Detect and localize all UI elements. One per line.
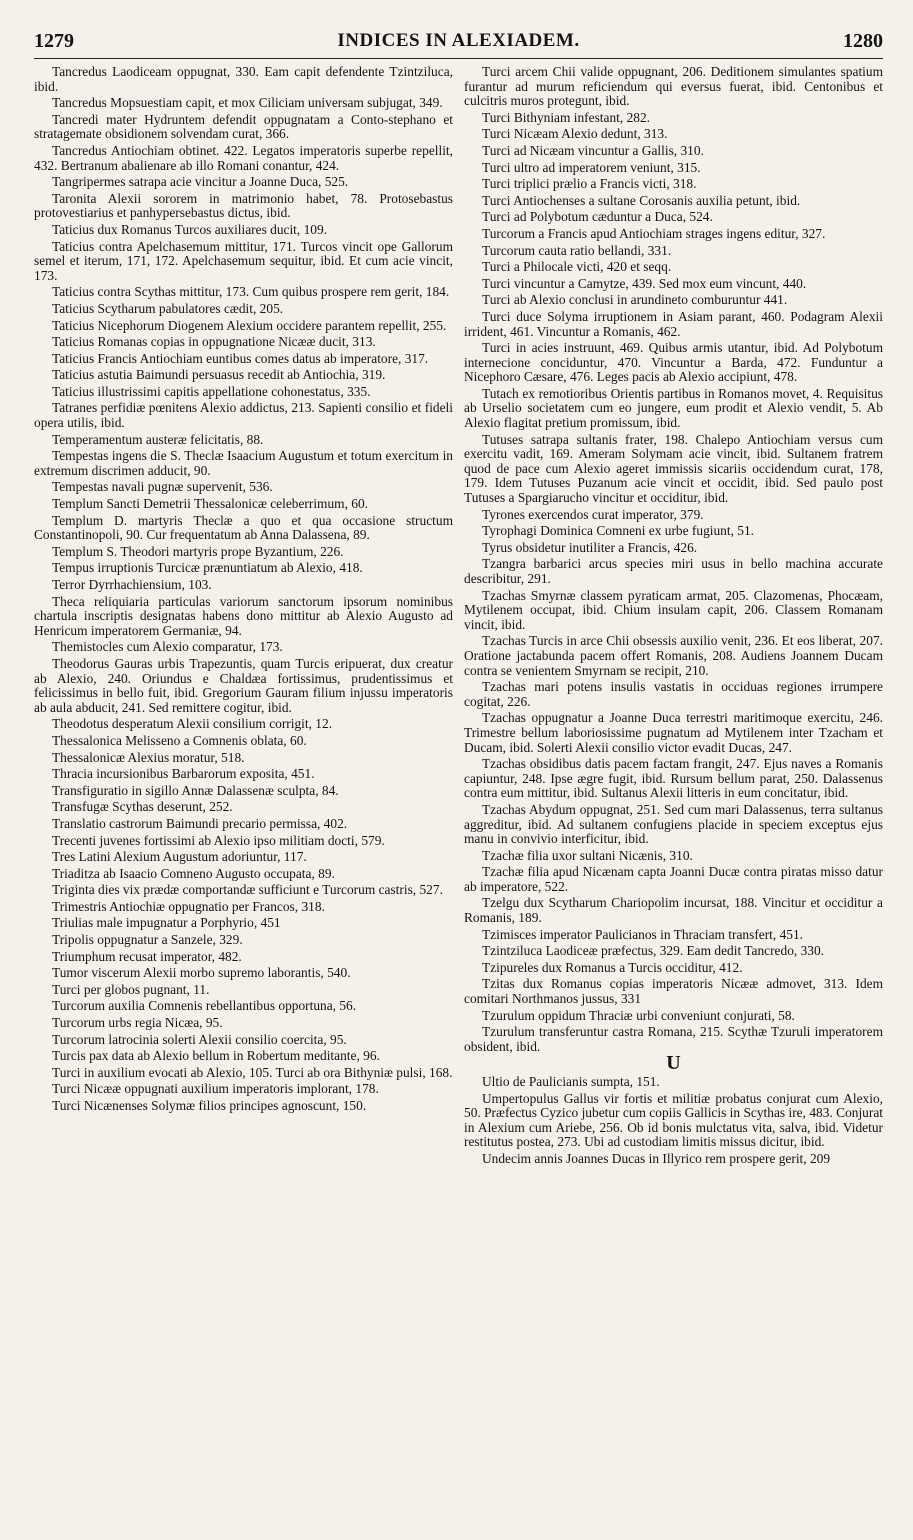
- index-entry: Turci duce Solyma irruptionem in Asiam parant, 460. Podagram Alexii irrident, 461. Vincuntur a Romanis, 462.: [464, 308, 883, 339]
- index-entry: Theodorus Gauras urbis Trapezuntis, quam Turcis eripuerat, dux creatur ab Alexio, 240. Oriundus e Chaldæa fortissimus, prudentissimus et felicissimus in bello fuit, ibid. Gregorium Gauram filium injussu imperatoris ab aula abducit, 241. Sed remittere cogitur, ibid.: [34, 655, 453, 715]
- index-entry: Turci in auxilium evocati ab Alexio, 105. Turci ab ora Bithyniæ pulsi, 168.: [52, 1064, 453, 1080]
- index-columns: [34, 65, 883, 1169]
- index-entry: Turcorum latrocinia solerti Alexii consilio coercita, 95.: [52, 1031, 347, 1047]
- index-entry: Themistocles cum Alexio comparatur, 173.: [52, 639, 283, 655]
- running-title: INDICES IN ALEXIADEM.: [337, 30, 580, 51]
- index-entry: Theca reliquiaria particulas variorum sanctorum ipsorum nominibus chartula inscriptis designatas habens dono mittitur ab Alexio Augusto ad Henricum imperatorem Germaniæ, 94.: [34, 593, 453, 638]
- index-entry: Turci a Philocale victi, 420 et seqq.: [482, 259, 672, 275]
- index-entry: Tzitas dux Romanus copias imperatoris Nicææ admovet, 313. Idem comitari Northmanos jussus, 331: [464, 976, 883, 1007]
- index-entry: Tzurulum transferuntur castra Romana, 215. Scythæ Tzuruli imperatorem obsident, ibid.: [464, 1024, 883, 1054]
- left-column: [34, 65, 453, 1169]
- index-entry: Tangripermes satrapa acie vincitur a Joanne Duca, 525.: [52, 174, 349, 190]
- index-entry: Tumor viscerum Alexii morbo supremo laborantis, 540.: [52, 965, 351, 981]
- index-entry: Transfiguratio in sigillo Annæ Dalassenæ sculpta, 84.: [52, 782, 339, 798]
- index-entry: Templum Sancti Demetrii Thessalonicæ celeberrimum, 60.: [52, 496, 369, 512]
- index-entry: Turci Antiochenses a sultane Corosanis auxilia petunt, ibid.: [482, 192, 801, 208]
- index-entry: Tzachæ filia uxor sultani Nicænis, 310.: [482, 847, 693, 863]
- index-entry: Tzachas obsidibus datis pacem factam frangit, 247. Ejus naves a Romanis capiuntur, 248. Ipse ægre fugit, ibid. Rursum bellum parat, 250. Dalassenus contra eum mittitur, ibid. Sultanus Alexii litteris in eum concitatur, ibid.: [464, 756, 883, 801]
- index-entry: Tzurulum oppidum Thraciæ urbi conveniunt conjurati, 58.: [482, 1007, 795, 1023]
- index-entry: Tutach ex remotioribus Orientis partibus in Romanos movet, 4. Requisitus ab Urselio societatem cum eo jungere, eum prodit et Alexio vendit, 5. Ab Alexio flagitat pretium promissum, ibid.: [464, 385, 883, 431]
- index-entry: Tatranes perfidiæ pœnitens Alexio addictus, 213. Sapienti consilio et fideli opera utilis, ibid.: [34, 400, 453, 431]
- index-entry: Taticius contra Scythas mittitur, 173. Cum quibus prospere rem gerit, 184.: [52, 284, 450, 300]
- right-column: [464, 65, 883, 1169]
- index-entry: Turci Nicænenses Solymæ filios principes agnoscunt, 150.: [52, 1098, 367, 1113]
- index-entry: Tempestas navali pugnæ supervenit, 536.: [52, 479, 273, 495]
- index-entry: Tancredi mater Hydruntem defendit oppugnatam a Conto-stephano et stratagemate obsidionem solvendam curat, 366.: [34, 111, 453, 142]
- index-entry: Turci triplici prælio a Francis victi, 318.: [482, 176, 697, 192]
- index-entry: Turci in acies instruunt, 469. Quibus armis utantur, ibid. Ad Polybotum internecione conciduntur, 470. Vincuntur a Barda, 472. Funduntur a Nicephoro Cæsare, 476. Leges pacis ab Alexio accipiunt, 478.: [464, 340, 883, 385]
- index-entry: Tres Latini Alexium Augustum adoriuntur, 117.: [52, 849, 307, 865]
- index-entry: Taticius illustrissimi capitis appellatione cohonestatus, 335.: [52, 383, 371, 399]
- index-entry: Taticius Nicephorum Diogenem Alexium occidere parantem repellit, 255.: [52, 317, 447, 333]
- index-entry: Transfugæ Scythas deserunt, 252.: [52, 799, 233, 815]
- index-entry: Templum S. Theodori martyris prope Byzantium, 226.: [52, 543, 344, 559]
- index-entry: Tzachas Turcis in arce Chii obsessis auxilio venit, 236. Et eos liberat, 207. Oratione jactabunda pacem offert Romanis, 208. Audiens Joannem Ducam contra se venientem Smyrnam se recipit, 210.: [464, 633, 883, 678]
- index-entry: Trecenti juvenes fortissimi ab Alexio ipso militiam docti, 579.: [52, 832, 385, 848]
- index-entry: Tzachas mari potens insulis vastatis in occiduas regiones irrumpere cogitat, 226.: [464, 679, 883, 709]
- index-entry: Thessalonica Melisseno a Comnenis oblata, 60.: [52, 732, 307, 748]
- index-entry: Turci ad Polybotum cæduntur a Duca, 524.: [482, 209, 713, 225]
- index-entry: Templum D. martyris Theclæ a quo et qua occasione structum Constantinopoli, 90. Cur frequentatum ab Anna Dalassena, 89.: [34, 512, 453, 543]
- index-entry: Triginta dies vix prædæ comportandæ sufficiunt e Turcorum castris, 527.: [52, 882, 443, 898]
- index-entry: Undecim annis Joannes Ducas in Illyrico rem prospere gerit, 209: [482, 1150, 831, 1166]
- index-entry: Taticius Romanas copias in oppugnatione Nicææ ducit, 313.: [52, 334, 376, 350]
- index-entry: Tancredus Antiochiam obtinet. 422. Legatos imperatoris superbe repellit, 432. Bertranum abalienare ab illo Romani conantur, 424.: [34, 142, 453, 173]
- index-entry: Turcorum a Francis apud Antiochiam strages ingens editur, 327.: [482, 225, 826, 241]
- index-entry: Tempestas ingens die S. Theclæ Isaacium Augustum et totum exercitum in extremum discrimen adducit, 90.: [34, 448, 453, 478]
- index-entry: Tzachas Smyrnæ classem pyraticam armat, 205. Clazomenas, Phocæam, Mytilenem occupat, ibid. Chium insulam capit, 206. Classem Romanam vincit, ibid.: [464, 587, 883, 632]
- index-entry: Turcis pax data ab Alexio bellum in Robertum meditante, 96.: [52, 1048, 380, 1064]
- index-entry: Turci Nicææ oppugnati auxilium imperatoris implorant, 178.: [52, 1081, 379, 1097]
- index-entry: Triulias male impugnatur a Porphyrio, 451: [52, 915, 281, 931]
- section-letter-u: U: [666, 1052, 681, 1075]
- index-entry: Tzelgu dux Scytharum Chariopolim incursat, 188. Vincitur et occiditur a Romanis, 189.: [464, 895, 883, 926]
- index-entry: Turci Bithyniam infestant, 282.: [482, 109, 650, 125]
- index-entry: Tancredus Laodiceam oppugnat, 330. Eam capit defendente Tzintziluca, ibid.: [34, 64, 453, 94]
- index-entry: Triumphum recusat imperator, 482.: [52, 948, 242, 964]
- index-entry: Taticius astutia Baimundi persuasus recedit ab Antiochia, 319.: [52, 367, 386, 383]
- index-entry: Turci ultro ad imperatorem veniunt, 315.: [482, 159, 701, 175]
- index-entry: Tyrus obsidetur inutiliter a Francis, 426.: [482, 539, 698, 555]
- index-entry: Tempus irruptionis Turcicæ prænuntiatum ab Alexio, 418.: [52, 560, 363, 576]
- index-entry: Ultio de Paulicianis sumpta, 151.: [482, 1074, 660, 1089]
- index-entry: Turcorum urbs regia Nicæa, 95.: [52, 1015, 223, 1031]
- index-entry: Tzipureles dux Romanus a Turcis occiditur, 412.: [482, 959, 743, 975]
- u-entries: [464, 1075, 883, 1167]
- index-entry: Theodotus desperatum Alexii consilium corrigit, 12.: [52, 716, 333, 732]
- page-header: [34, 30, 883, 59]
- index-entry: Tzachæ filia apud Nicænam capta Joanni Ducæ contra piratas misso datur ab imperatore, 522.: [464, 864, 883, 894]
- index-entry: Umpertopulus Gallus vir fortis et militiæ probatus conjurat cum Alexio, 50. Præfectus Cyzico jubetur cum copiis Gallicis in Scythas ire, 483. Conjurat in Alexium cum Ariebe, 256. Ob id bonis mulctatus vita, salva, ibid. Videtur restitutus postea, 273. Ubi ad custodiam limitis missus dicitur, ibid.: [464, 1090, 883, 1150]
- index-entry: Tutuses satrapa sultanis frater, 198. Chalepo Antiochiam versus cum exercitu vadit, 169. Ameram Solymam acie vincit, ibid. Sultanem fratrem quod de pace cum Alexio ageret immissis sicariis occidendum curat, 178, 179. Idem Tutuses Puzanum acie vincit et occidit, ibid. Sed paulo post Tutuses a Spargiarucho vincitur et occiditur, ibid.: [464, 431, 883, 506]
- index-entry: Tyrones exercendos curat imperator, 379.: [482, 506, 704, 522]
- index-entry: Taticius dux Romanus Turcos auxiliares ducit, 109.: [52, 221, 328, 237]
- index-entry: Turcorum auxilia Comnenis rebellantibus opportuna, 56.: [52, 998, 357, 1014]
- index-entry: Translatio castrorum Baimundi precario permissa, 402.: [52, 815, 348, 831]
- index-entry: Terror Dyrrhachiensium, 103.: [52, 577, 212, 592]
- index-entry: Tzimisces imperator Paulicianos in Thraciam transfert, 451.: [482, 926, 804, 942]
- page-number-left: 1279: [34, 30, 74, 52]
- index-entry: Turci ab Alexio conclusi in arundineto comburuntur 441.: [482, 292, 788, 308]
- index-entry: Turcorum cauta ratio bellandi, 331.: [482, 242, 672, 258]
- index-entry: Tancredus Mopsuestiam capit, et mox Ciliciam universam subjugat, 349.: [52, 95, 443, 111]
- index-entry: Taticius Francis Antiochiam euntibus comes datus ab imperatore, 317.: [52, 350, 429, 366]
- t-entries-continued: [464, 65, 883, 1054]
- index-entry: Turci vincuntur a Camytze, 439. Sed mox eum vincunt, 440.: [482, 275, 807, 291]
- index-entry: Tripolis oppugnatur a Sanzele, 329.: [52, 932, 243, 948]
- index-entry: Temperamentum austeræ felicitatis, 88.: [52, 431, 264, 447]
- index-entry: Triaditza ab Isaacio Comneno Augusto occupata, 89.: [52, 865, 335, 881]
- index-entry: Turci per globos pugnant, 11.: [52, 981, 210, 997]
- index-entry: Turci arcem Chii valide oppugnant, 206. Deditionem simulantes spatium furantur ad murum reficiendum qui eversus fuerat, ibid. Centonibus et culcitris muros protegunt, ibid.: [464, 64, 883, 109]
- index-entry: Tzachas oppugnatur a Joanne Duca terrestri maritimoque exercitu, 246. Trimestre bellum laboriosissime pugnatum ad Mytilenem inter Tzacham et Ducam, ibid. Solerti Alexii consilio victor evadit Ducas, 247.: [464, 710, 883, 755]
- index-entry: Tyrophagi Dominica Comneni ex urbe fugiunt, 51.: [482, 523, 755, 539]
- index-entry: Thessalonicæ Alexius moratur, 518.: [52, 749, 245, 765]
- page-number-right: 1280: [843, 30, 883, 52]
- index-entry: Thracia incursionibus Barbarorum exposita, 451.: [52, 766, 315, 782]
- index-entry: Tzangra barbarici arcus species miri usus in bello machina accurate describitur, 291.: [464, 556, 883, 586]
- index-entry: Taticius Scytharum pabulatores cædit, 205.: [52, 300, 284, 316]
- index-entry: Turci Nicæam Alexio dedunt, 313.: [482, 126, 668, 142]
- index-entry: Trimestris Antiochiæ oppugnatio per Francos, 318.: [52, 898, 325, 914]
- index-entry: Tzintziluca Laodiceæ præfectus, 329. Eam dedit Tancredo, 330.: [482, 943, 825, 959]
- index-entry: Taronita Alexii sororem in matrimonio habet, 78. Protosebastus protovestiarius et panhypersebastus dictus, ibid.: [34, 190, 453, 221]
- index-entry: Turci ad Nicæam vincuntur a Gallis, 310.: [482, 142, 704, 158]
- index-entry: Taticius contra Apelchasemum mittitur, 171. Turcos vincit ope Gallorum semel et iterum, 171, 172. Apelchasemum sequitur, ibid. Et cum acie vincit, 173.: [34, 238, 453, 283]
- index-entry: Tzachas Abydum oppugnat, 251. Sed cum mari Dalassenus, terra sultanus aggreditur, ibid. Ad sultanem confugiens placide in speciem exceptus ejus manu in convivio interficitur, ibid.: [464, 801, 883, 847]
